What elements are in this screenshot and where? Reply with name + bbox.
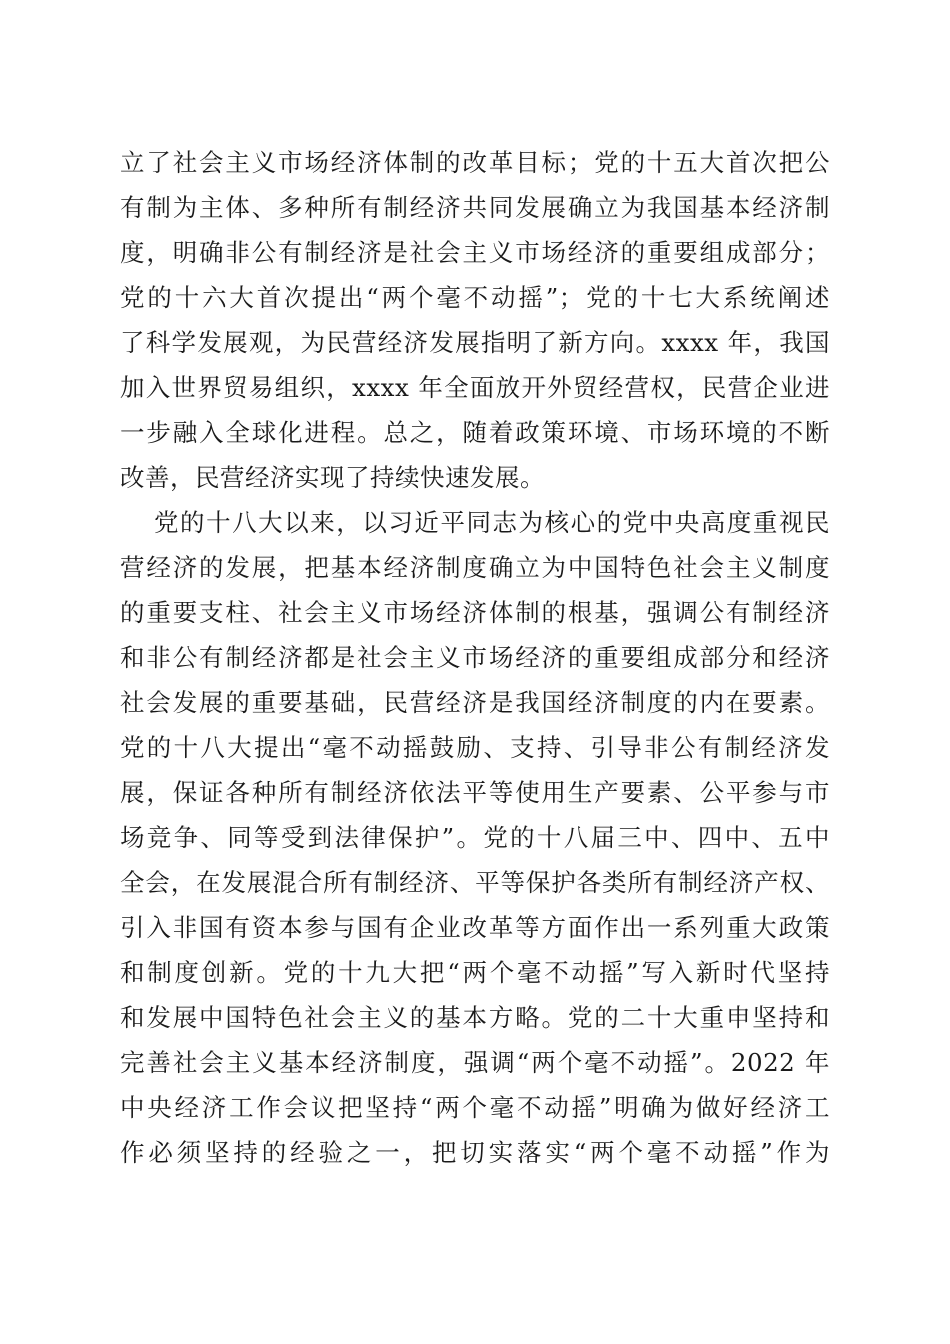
paragraph-1 xyxy=(120,140,830,500)
text-line: 作必须坚持的经验之一，把切实落实“两个毫不动摇”作为 xyxy=(120,1138,830,1167)
text-line: 加入世界贸易组织，xxxx 年全面放开外贸经营权，民营企业进 xyxy=(120,373,830,402)
text-line: 社会发展的重要基础，民营经济是我国经济制度的内在要素。 xyxy=(120,688,830,717)
text-line: 中央经济工作会议把坚持“两个毫不动摇”明确为做好经济工 xyxy=(120,1093,830,1122)
text-line: 党的十八大提出“毫不动摇鼓励、支持、引导非公有制经济发 xyxy=(120,733,830,762)
text-line: 全会，在发展混合所有制经济、平等保护各类所有制经济产权、 xyxy=(120,868,830,897)
text-line: 的重要支柱、社会主义市场经济体制的根基，强调公有制经济 xyxy=(120,598,830,627)
text-line: 改善，民营经济实现了持续快速发展。 xyxy=(120,463,545,492)
text-line: 有制为主体、多种所有制经济共同发展确立为我国基本经济制 xyxy=(120,193,830,222)
text-line: 和非公有制经济都是社会主义市场经济的重要组成部分和经济 xyxy=(120,643,830,672)
paragraph-2 xyxy=(120,500,830,1175)
text-line: 完善社会主义基本经济制度，强调“两个毫不动摇”。2022 年 xyxy=(120,1048,830,1077)
text-line: 度，明确非公有制经济是社会主义市场经济的重要组成部分； xyxy=(120,238,830,267)
text-line: 党的十八大以来，以习近平同志为核心的党中央高度重视民 xyxy=(154,508,830,537)
text-line: 党的十六大首次提出“两个毫不动摇”；党的十七大系统阐述 xyxy=(120,283,830,312)
text-line: 和发展中国特色社会主义的基本方略。党的二十大重申坚持和 xyxy=(120,1003,830,1032)
text-line: 立了社会主义市场经济体制的改革目标；党的十五大首次把公 xyxy=(120,148,830,177)
body-text xyxy=(120,140,830,1175)
text-line: 场竞争、同等受到法律保护”。党的十八届三中、四中、五中 xyxy=(120,823,830,852)
text-line: 和制度创新。党的十九大把“两个毫不动摇”写入新时代坚持 xyxy=(120,958,830,987)
text-line: 一步融入全球化进程。总之，随着政策环境、市场环境的不断 xyxy=(120,418,830,447)
text-line: 展，保证各种所有制经济依法平等使用生产要素、公平参与市 xyxy=(120,778,830,807)
text-line: 引入非国有资本参与国有企业改革等方面作出一系列重大政策 xyxy=(120,913,830,942)
text-line: 营经济的发展，把基本经济制度确立为中国特色社会主义制度 xyxy=(120,553,830,582)
text-line: 了科学发展观，为民营经济发展指明了新方向。xxxx 年，我国 xyxy=(120,328,830,357)
